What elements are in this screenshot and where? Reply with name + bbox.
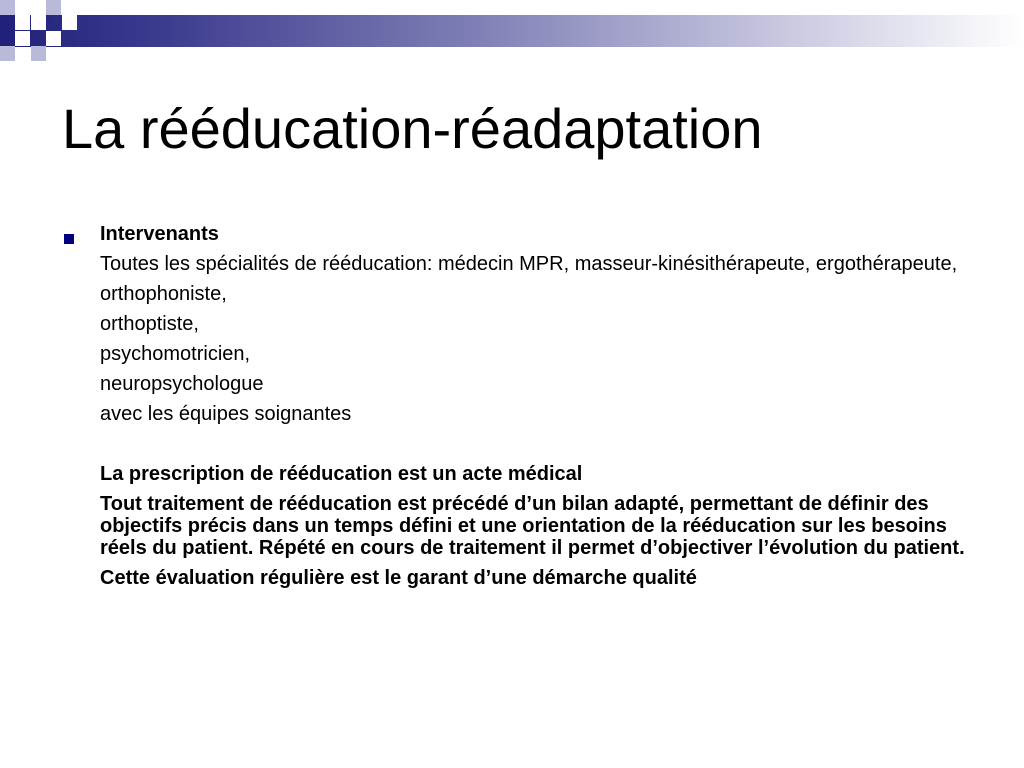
decorative-square <box>31 15 46 30</box>
section-heading: Intervenants <box>100 223 219 245</box>
bold-text-line: La prescription de rééducation est un acte médical <box>100 463 583 485</box>
text-line: orthophoniste, <box>100 283 227 305</box>
bold-text-paragraph: Tout traitement de rééducation est précédé d’un bilan adapté, permettant de définir des objectifs précis dans un temps défini et une orientation de la rééducation sur les besoins réels du patient. Répété en cours de traitement il permet d’objectiver l’évolution du patient. <box>100 493 965 559</box>
decorative-square <box>0 0 15 15</box>
decorative-square <box>46 0 61 15</box>
bold-text-line: Cette évaluation régulière est le garant d’une démarche qualité <box>100 567 697 589</box>
decorative-square <box>46 31 61 46</box>
text-line: avec les équipes soignantes <box>100 403 352 425</box>
decorative-square <box>15 31 30 46</box>
slide-content <box>100 223 980 597</box>
decorative-square <box>31 46 46 61</box>
text-line: psychomotricien, <box>100 343 251 365</box>
decorative-square <box>0 46 15 61</box>
decorative-square <box>15 15 30 30</box>
text-line: orthoptiste, <box>100 313 199 335</box>
decorative-header-band <box>0 15 1024 47</box>
decorative-square <box>62 15 77 30</box>
spacer <box>100 433 980 463</box>
square-bullet-icon <box>64 234 74 244</box>
slide-title: La rééducation-réadaptation <box>62 97 763 160</box>
text-line: Toutes les spécialités de rééducation: médecin MPR, masseur-kinésithérapeute, ergothérapeute, <box>100 253 958 275</box>
text-line: neuropsychologue <box>100 373 264 395</box>
